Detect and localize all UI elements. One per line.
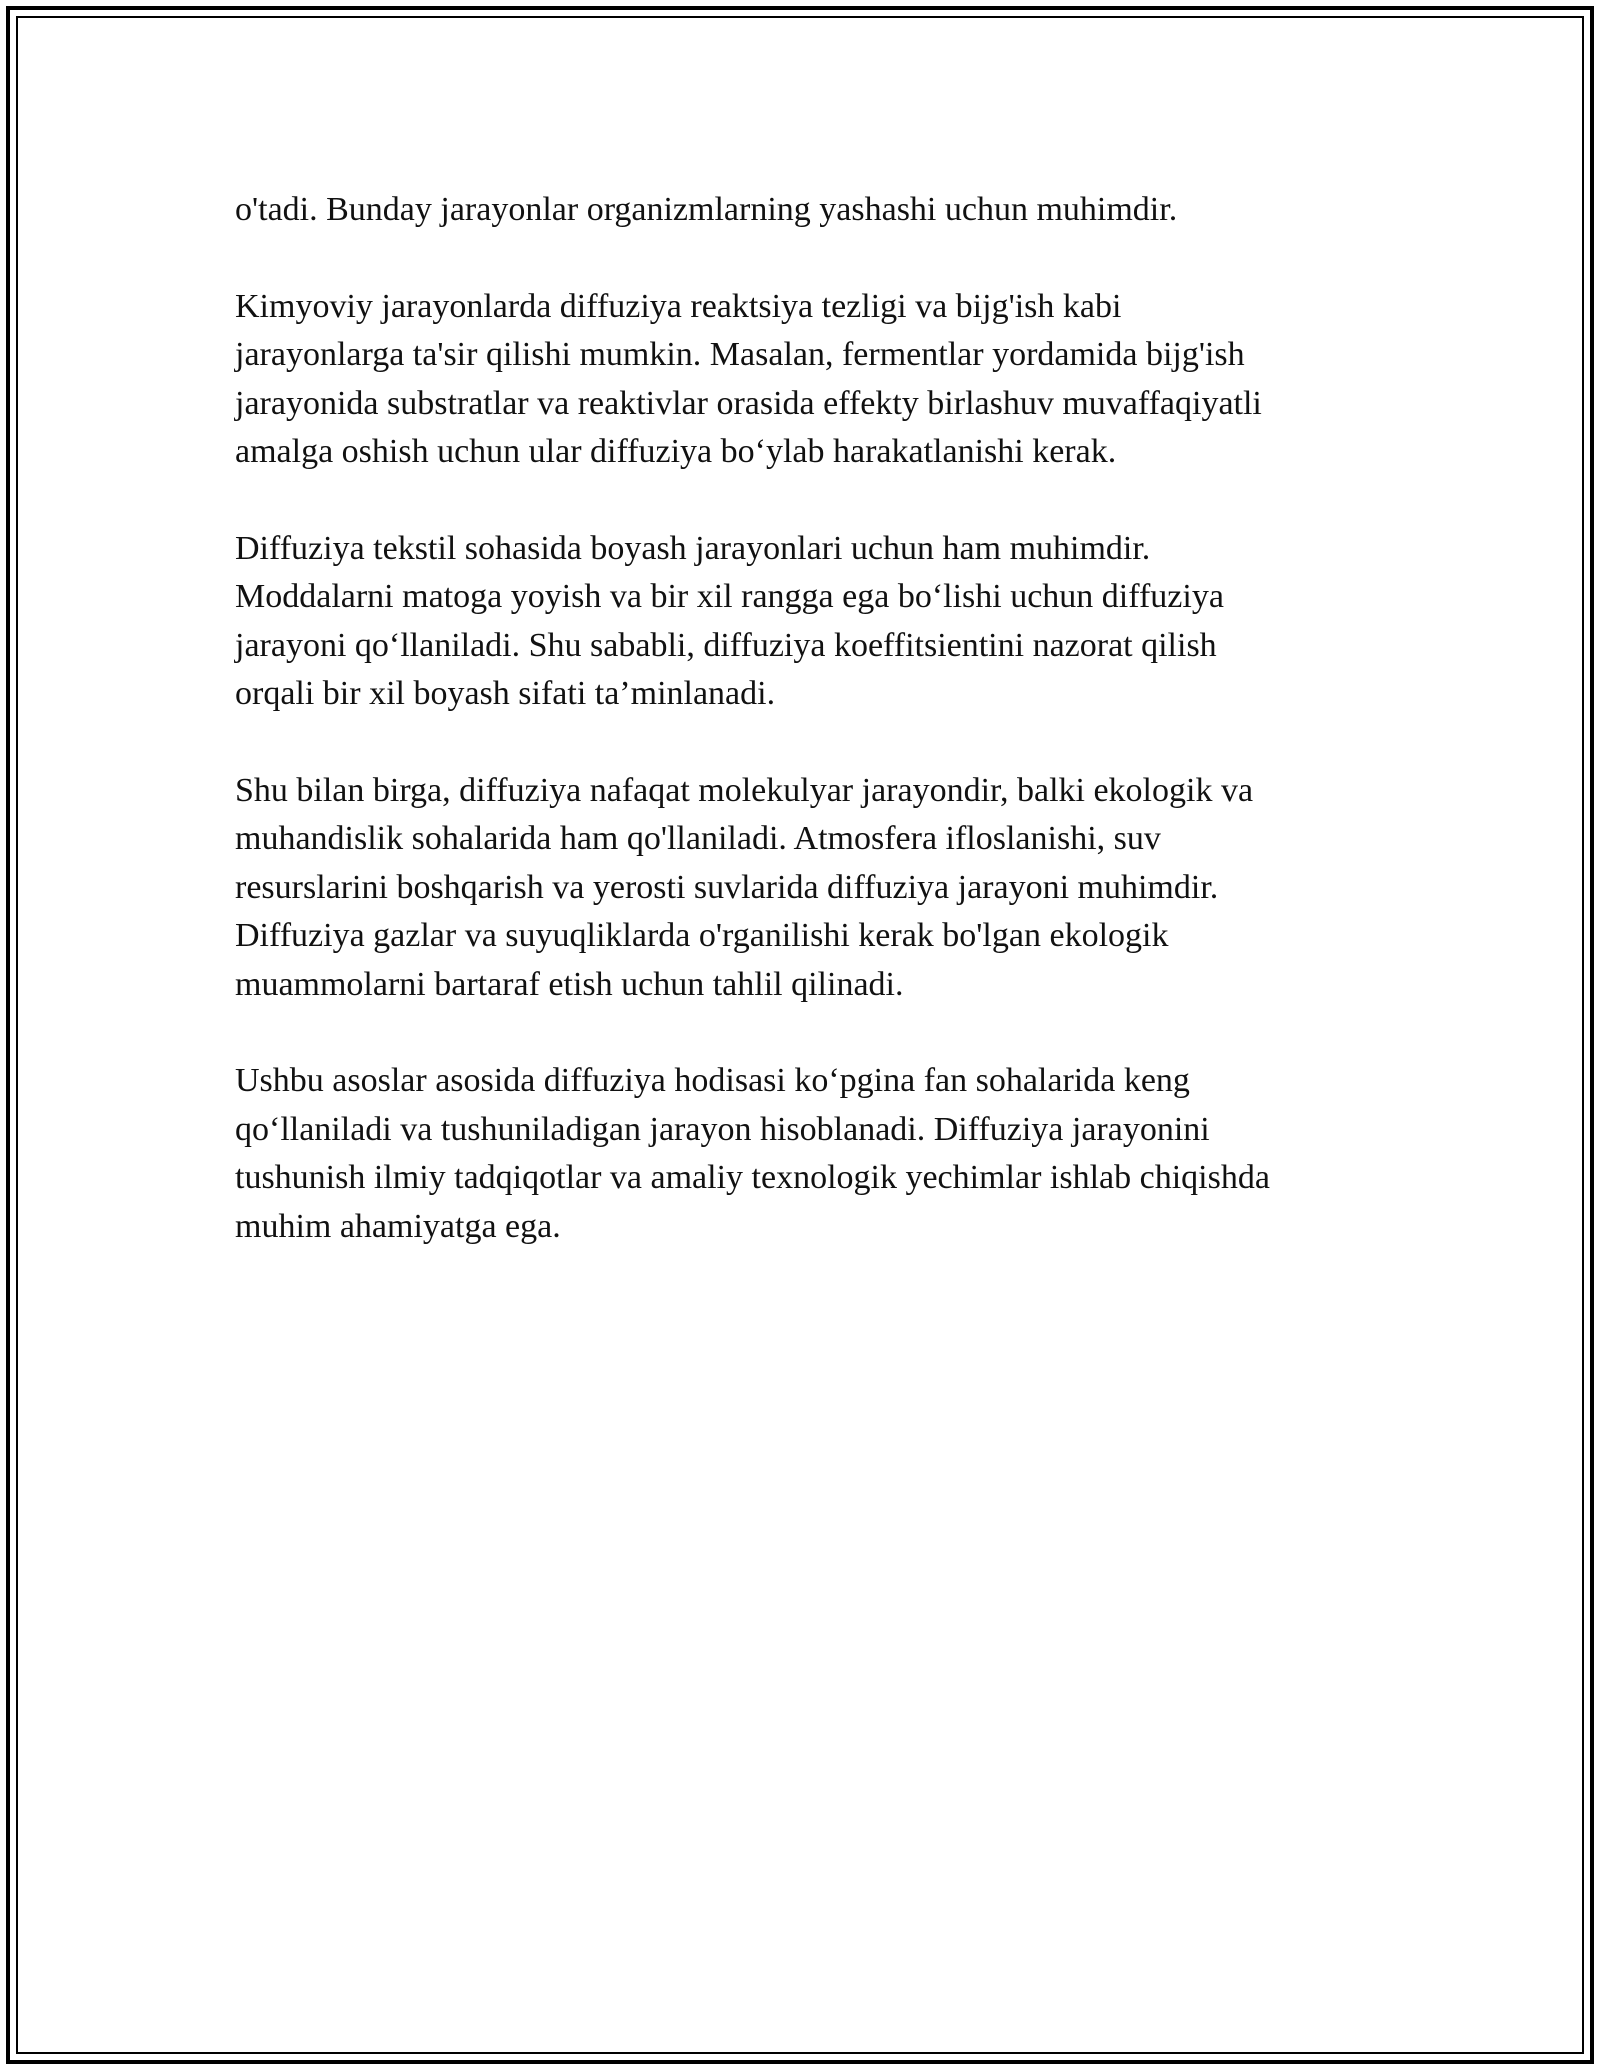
paragraph-3: Diffuziya tekstil sohasida boyash jarayonlari uchun ham muhimdir. Moddalarni matoga yoyish va bir xil rangga ega bo‘lishi uchun diffuziya jarayoni qo‘llaniladi. Shu sababli, diffuziya koeffitsientini nazorat qilish orqali bir xil boyash sifati ta’minlanadi. bbox=[235, 529, 1224, 712]
paragraph-1: o'tadi. Bunday jarayonlar organizmlarning yashashi uchun muhimdir. bbox=[235, 191, 1178, 228]
page-body bbox=[235, 186, 1365, 1299]
paragraph-2: Kimyoviy jarayonlarda diffuziya reaktsiya tezligi va bijg'ish kabi jarayonlarga ta'sir qilishi mumkin. Masalan, fermentlar yordamida bijg'ish jarayonida substratlar va reaktivlar orasida effekty birlashuv muvaffaqiyatli amalga oshish uchun ular diffuziya bo‘ylab harakatlanishi kerak. bbox=[235, 287, 1262, 470]
paragraph-4: Shu bilan birga, diffuziya nafaqat molekulyar jarayondir, balki ekologik va muhandislik sohalarida ham qo'llaniladi. Atmosfera ifloslanishi, suv resurslarini boshqarish va yerosti suvlarida diffuziya jarayoni muhimdir. Diffuziya gazlar va suyuqliklarda o'rganilishi kerak bo'lgan ekologik muammolarni bartaraf etish uchun tahlil qilinadi. bbox=[235, 771, 1254, 1003]
paragraph-5: Ushbu asoslar asosida diffuziya hodisasi ko‘pgina fan sohalarida keng qo‘llaniladi va tushuniladigan jarayon hisoblanadi. Diffuziya jarayonini tushunish ilmiy tadqiqotlar va amaliy texnologik yechimlar ishlab chiqishda muhim ahamiyatga ega. bbox=[235, 1062, 1270, 1245]
